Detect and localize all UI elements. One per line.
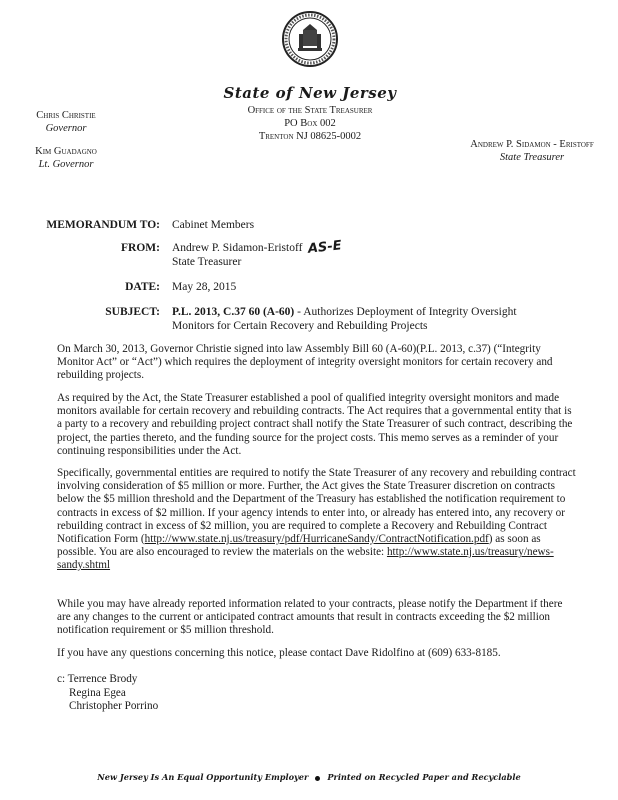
governor-name: Chris Christie xyxy=(36,110,96,121)
lt-governor-name: Kim Guadagno xyxy=(35,146,97,157)
memo-from-title: State Treasurer xyxy=(172,256,242,268)
paragraph-2: As required by the Act, the State Treasurer established a pool of qualified integrity oversight monitors and made monitors available for certain recovery and rebuilding contracts. The Act requires that a governmental entity that is a party to a recovery and rebuilding project contract shall notify the State Treasurer of such contract, describing the project, the parties thereto, and the funding source for the project costs. This memo serves as a reminder of your continuing responsibilities under the Act. xyxy=(57,392,573,457)
news-sandy-link[interactable]: http://www.state.nj.us/treasury/news-sandy.shtml xyxy=(57,546,554,572)
memo-subject-rest: - Authorizes Deployment of Integrity Oversight xyxy=(294,306,517,318)
footer-equal-opportunity: New Jersey Is An Equal Opportunity Employer xyxy=(97,772,309,782)
governor-title: Governor xyxy=(45,123,87,134)
paragraph-3-text-a: Specifically, governmental entities are required to notify the State Treasurer of any recovery and rebuilding contract involving consideration of $5 million or more. Further, the Act gives the State Treasurer discretion on contracts below the $5 million threshold and the Department of the Treasury has established the notification requirement to contracts in excess of $2 million. If your agency intends to enter into, or already has entered into, any recovery or rebuilding contract in excess of $2 million, you are required to complete a Recovery and Rebuilding Contract Notification Form ( xyxy=(57,467,576,546)
cc-line-1 xyxy=(57,673,158,687)
cc-name-2: Regina Egea xyxy=(69,686,126,699)
memo-subject-line2: Monitors for Certain Recovery and Rebuilding Projects xyxy=(172,320,428,332)
cc-list xyxy=(57,673,158,714)
state-seal xyxy=(281,10,339,68)
memo-subject-line1 xyxy=(172,305,592,319)
paragraph-5: If you have any questions concerning this notice, please contact Dave Ridolfino at (609) 633-8185. xyxy=(57,647,501,659)
office-po-box: PO Box 002 xyxy=(284,118,336,129)
right-official xyxy=(452,138,612,164)
treasurer-name: Andrew P. Sidamon - Eristoff xyxy=(470,139,594,150)
treasurer-title: State Treasurer xyxy=(499,152,565,163)
memo-from-block xyxy=(172,238,343,269)
paragraph-1: On March 30, 2013, Governor Christie signed into law Assembly Bill 60 (A-60)(P.L. 2013, c.37) (“Integrity Monitor Act” or “Act”) which requires the deployment of integrity oversight monitors for certain recovery and rebuilding projects. xyxy=(57,343,553,382)
cc-prefix: c: xyxy=(57,673,68,685)
memo-date-label: DATE: xyxy=(125,281,160,293)
office-address xyxy=(200,104,420,143)
memo-subject-label: SUBJECT: xyxy=(105,306,160,318)
memo-to-value: Cabinet Members xyxy=(172,219,255,231)
bullet-icon xyxy=(315,776,320,781)
memo-subject-law: P.L. 2013, C.37 60 (A-60) xyxy=(172,306,295,318)
contract-notification-link[interactable]: http://www.state.nj.us/treasury/pdf/HurricaneSandy/ContractNotification.pdf xyxy=(144,533,489,546)
footer-recycled: Printed on Recycled Paper and Recyclable xyxy=(327,772,521,782)
memo-to-label: MEMORANDUM TO: xyxy=(46,219,160,231)
memo-subject-block xyxy=(172,305,592,333)
paragraph-3-text-b: ) as soon as possible. You are also encouraged to review the materials on the website: xyxy=(57,533,541,559)
paragraph-4: While you may have already reported information related to your contracts, please notify the Department if there are any changes to the current or anticipated contract amounts that result in contracts exceeding the $2 million notification requirement or $5 million threshold. xyxy=(57,598,563,637)
cc-name-3: Christopher Porrino xyxy=(69,700,159,712)
memo-from-label: FROM: xyxy=(121,242,160,254)
footer xyxy=(0,772,618,782)
memo-from-value: Andrew P. Sidamon-Eristoff xyxy=(172,242,303,254)
left-officials xyxy=(16,109,116,171)
cc-name-1: Terrence Brody xyxy=(67,673,138,685)
state-title: State of New Jersey xyxy=(223,84,397,102)
lt-governor-title: Lt. Governor xyxy=(38,159,94,170)
office-name: Office of the State Treasurer xyxy=(247,105,373,116)
office-city: Trenton NJ 08625-0002 xyxy=(258,131,362,142)
signature-initials: AS-E xyxy=(307,238,343,257)
paragraph-3 xyxy=(57,467,577,573)
memo-date-value: May 28, 2015 xyxy=(172,281,237,293)
